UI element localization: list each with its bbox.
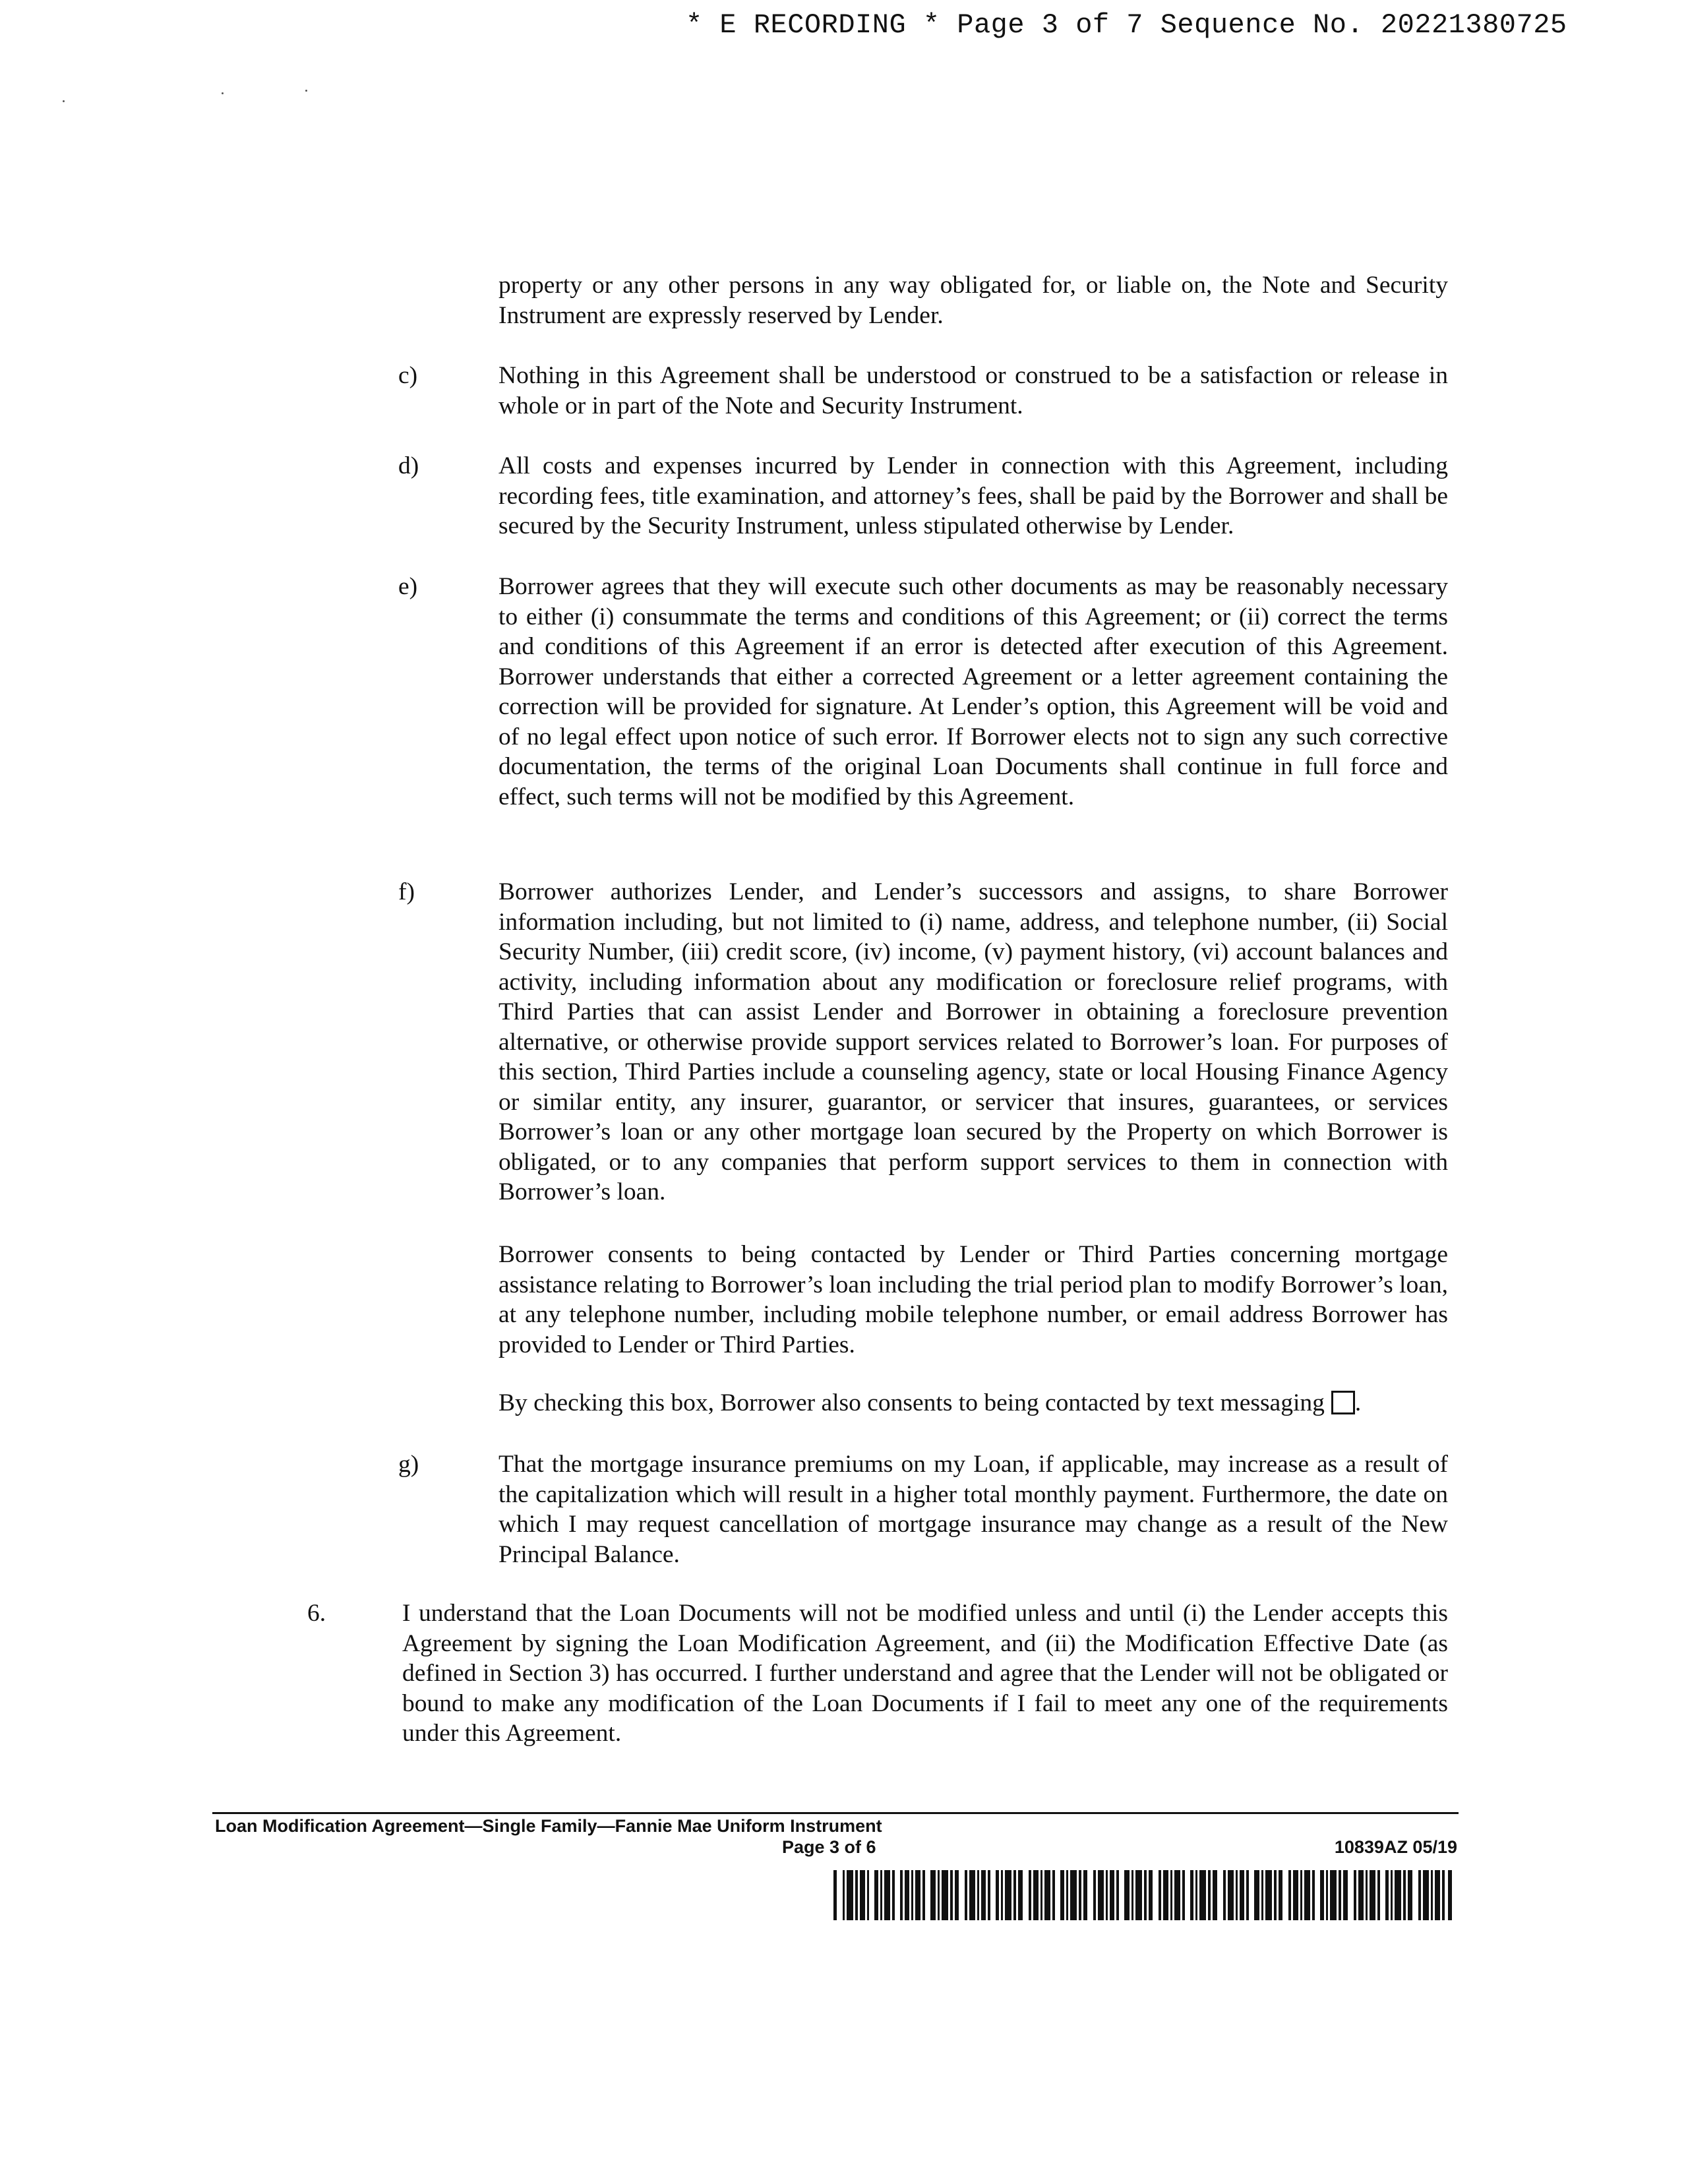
scan-speck — [305, 90, 307, 92]
text-consent-label: By checking this box, Borrower also consents to being contacted by text messaging — [498, 1389, 1325, 1416]
item-label-d: d) — [398, 452, 419, 479]
item-label-e: e) — [398, 573, 418, 600]
text-consent-checkbox[interactable] — [1331, 1391, 1355, 1414]
text-consent-line: By checking this box, Borrower also consents to being contacted by text messaging . — [498, 1389, 1362, 1416]
item-text-g: That the mortgage insurance premiums on my Loan, if applicable, may increase as a result of the capitalization which will result in a higher total monthly payment. Furthermore, the date on which I may request cancellation of mortgage insurance may change as a result of the New Principal Balance. — [498, 1451, 1448, 1568]
consent-paragraph: Borrower consents to being contacted by Lender or Third Parties concerning mortgage assistance relating to Borrower’s loan including the trial period plan to modify Borrower’s loan, at any telephone number, including mobile telephone number, or email address Borrower has provided to Lender or Third Parties. — [498, 1241, 1448, 1358]
item-text-f: Borrower authorizes Lender, and Lender’s successors and assigns, to share Borrower information including, but not limited to (i) name, address, and telephone number, (ii) Social Security Number, (iii) credit score, (iv) income, (v) payment history, (vi) account balances and activity, including information about any modification or foreclosure relief programs, with Third Parties that can assist Lender and Borrower in obtaining a foreclosure prevention alternative, or otherwise provide support services related to Borrower’s loan. For purposes of this section, Third Parties include a counseling agency, state or local Housing Finance Agency or similar entity, any insurer, guarantor, or servicer that insures, guarantees, or services Borrower’s loan or any other mortgage loan secured by the Property on which Borrower is obligated, or to any companies that perform support services to them in connection with Borrower’s loan. — [498, 878, 1448, 1205]
footer-form-title: Loan Modification Agreement—Single Family—Fannie Mae Uniform Instrument — [215, 1816, 882, 1836]
scan-speck — [63, 100, 65, 102]
item-label-c: c) — [398, 362, 418, 389]
footer-divider — [212, 1812, 1459, 1814]
item-text-e: Borrower agrees that they will execute such other documents as may be reasonably necessary to either (i) consummate the terms and conditions of this Agreement; or (ii) correct the terms and conditions of this Agreement if an error is detected after execution of this Agreement. Borrower understands that either a corrected Agreement or a letter agreement containing the correction will be provided for signature. At Lender’s option, this Agreement will be void and of no legal effect upon notice of such error. If Borrower elects not to sign any such corrective documentation, the terms of the original Loan Documents shall continue in full force and effect, such terms will not be modified by this Agreement. — [498, 573, 1448, 810]
barcode-bars — [833, 1870, 1452, 1920]
item-label-g: g) — [398, 1451, 419, 1478]
continuation-paragraph: property or any other persons in any way obligated for, or liable on, the Note and Security Instrument are expressly reserved by Lender. — [498, 272, 1448, 329]
item-text-d: All costs and expenses incurred by Lender in connection with this Agreement, including recording fees, title examination, and attorney’s fees, shall be paid by the Borrower and shall be secured by the Security Instrument, unless stipulated otherwise by Lender. — [498, 452, 1448, 539]
section-6-label: 6. — [307, 1600, 326, 1627]
scan-speck — [222, 92, 224, 94]
item-text-c: Nothing in this Agreement shall be understood or construed to be a satisfaction or release in whole or in part of the Note and Security Instrument. — [498, 362, 1448, 419]
footer-form-code: 10839AZ 05/19 — [1334, 1837, 1457, 1857]
barcode — [833, 1870, 1453, 1920]
section-6-text: I understand that the Loan Documents will not be modified unless and until (i) the Lender accepts this Agreement by signing the Loan Modification Agreement, and (ii) the Modification Effective Date (as defined in Section 3) has occurred. I further understand and agree that the Lender will not be obligated or bound to make any modification of the Loan Documents if I fail to meet any one of the requirements under this Agreement. — [402, 1600, 1448, 1747]
recording-header: * E RECORDING * Page 3 of 7 Sequence No. 20221380725 — [686, 9, 1567, 41]
item-label-f: f) — [398, 878, 415, 905]
footer-page-number: Page 3 of 6 — [782, 1837, 876, 1857]
